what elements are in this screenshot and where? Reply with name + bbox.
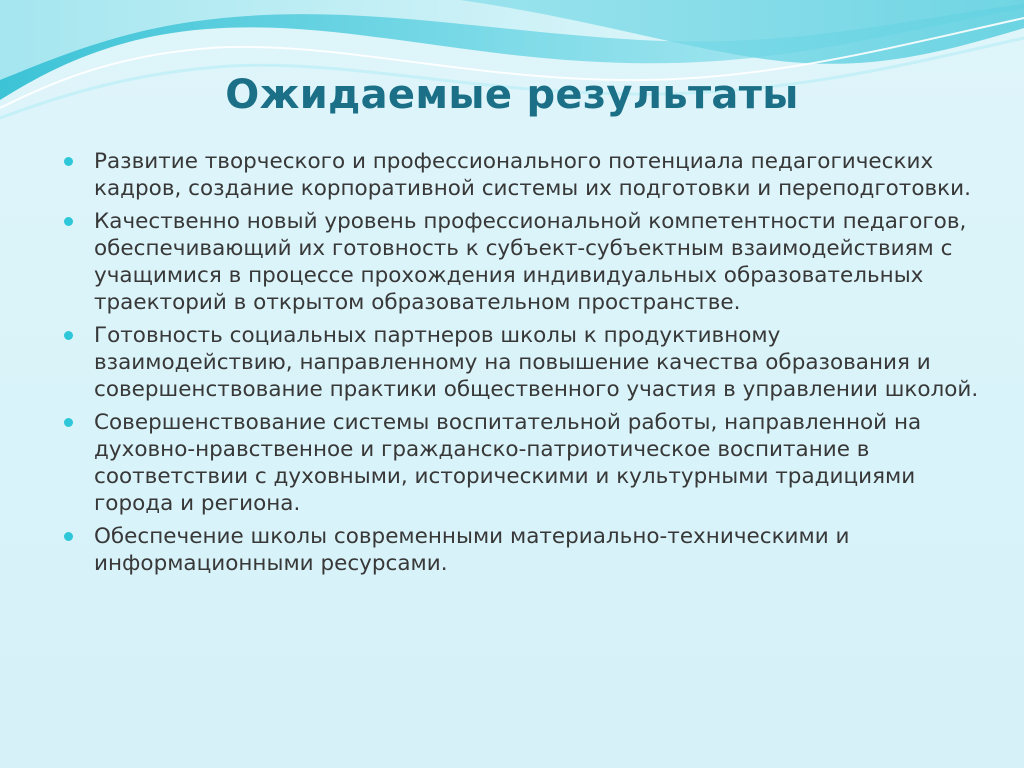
bullet-dot-icon — [64, 217, 73, 226]
bullet-dot-icon — [64, 157, 73, 166]
bullet-text: Обеспечение школы современными материально-техническими и информационными ресурсами. — [94, 524, 850, 576]
bullet-text: Качественно новый уровень профессиональной компетентности педагогов, обеспечивающий их готовность к субъект-субъектным взаимодействиям с учащимися в процессе прохождения индивидуальных образовательных траекторий в открытом образовательном пространстве. — [94, 209, 967, 315]
bullet-item — [62, 409, 982, 517]
slide-title: Ожидаемые результаты — [225, 72, 799, 118]
bullet-text: Готовность социальных партнеров школы к продуктивному взаимодействию, направленному на повышение качества образования и совершенствование практики общественного участия в управлении школой. — [94, 323, 979, 402]
bullet-text: Развитие творческого и профессионального потенциала педагогических кадров, создание корпоративной системы их подготовки и переподготовки. — [94, 149, 971, 201]
bullet-list — [62, 148, 982, 583]
bullet-item — [62, 208, 982, 316]
bullet-item — [62, 322, 982, 403]
bullet-item — [62, 148, 982, 202]
bullet-dot-icon — [64, 418, 73, 427]
bullet-dot-icon — [64, 331, 73, 340]
bullet-dot-icon — [64, 532, 73, 541]
bullet-text: Совершенствование системы воспитательной работы, направленной на духовно-нравственное и гражданско-патриотическое воспитание в соответствии с духовными, историческими и культурными традициями города и региона. — [94, 410, 922, 516]
bullet-item — [62, 523, 982, 577]
